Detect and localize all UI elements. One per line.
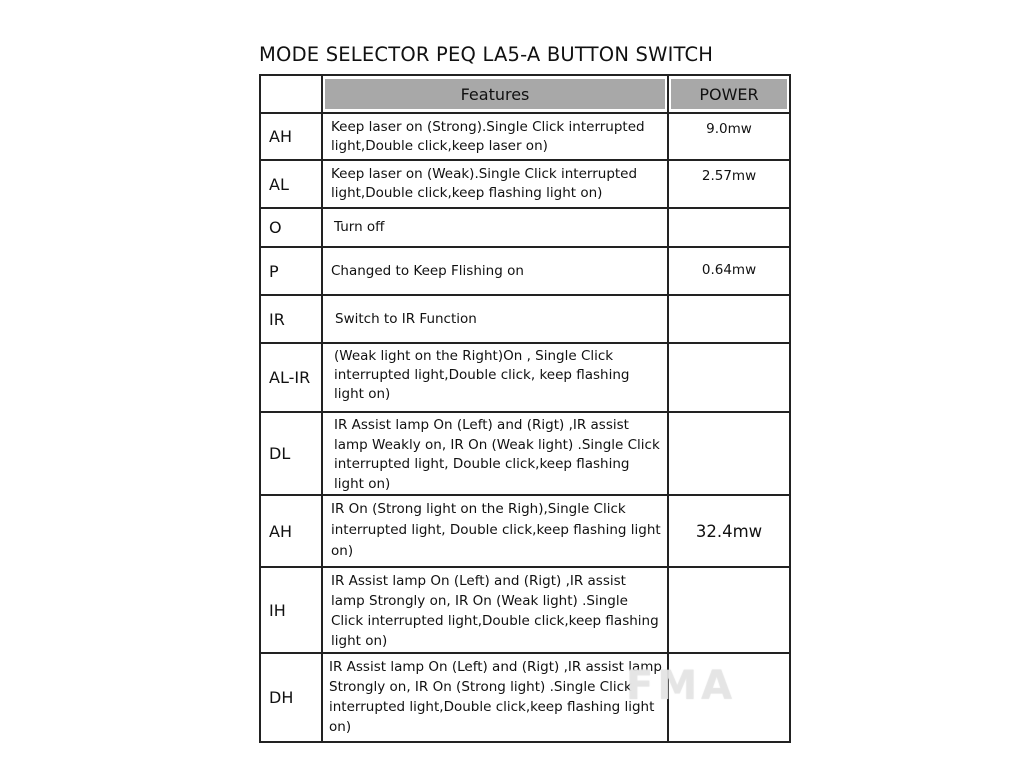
features-cell: Switch to IR Function <box>323 296 669 342</box>
table-row <box>259 568 791 654</box>
page-title: MODE SELECTOR PEQ LA5-A BUTTON SWITCH <box>259 43 714 66</box>
table-row <box>259 209 791 248</box>
table-row <box>259 344 791 413</box>
table-row <box>259 413 791 496</box>
header-mode-cell <box>261 76 323 112</box>
features-cell: (Weak light on the Right)On , Single Click interrupted light,Double click, keep flashing light on) <box>323 344 669 411</box>
features-cell: IR Assist lamp On (Left) and (Rigt) ,IR assist lamp Strongly on, IR On (Weak light) .Single Click interrupted light,Double click,keep flashing light on) <box>323 568 669 652</box>
power-cell <box>669 568 789 652</box>
mode-cell: AH <box>261 496 323 566</box>
features-cell: Changed to Keep Flishing on <box>323 248 669 294</box>
features-cell: IR Assist lamp On (Left) and (Rigt) ,IR assist lamp Weakly on, IR On (Weak light) .Single Click interrupted light, Double click,keep flashing light on) <box>323 413 669 494</box>
features-cell: Keep laser on (Weak).Single Click interrupted light,Double click,keep flashing light on) <box>323 161 669 207</box>
power-cell: 32.4mw <box>695 521 763 541</box>
power-cell: 0.64mw <box>701 262 757 278</box>
mode-cell: AH <box>261 114 323 159</box>
header-features-wrap <box>323 76 669 112</box>
table-header-row <box>259 74 791 114</box>
mode-cell: P <box>261 248 323 294</box>
features-cell: IR On (Strong light on the Righ),Single Click interrupted light, Double click,keep flashing light on) <box>323 496 669 566</box>
features-cell: IR Assist lamp On (Left) and (Rigt) ,IR assist lamp Strongly on, IR On (Strong light) .Single Click interrupted light,Double click,keep flashing light on) <box>323 654 669 741</box>
mode-cell: DL <box>261 413 323 494</box>
header-power: POWER <box>671 79 787 109</box>
table-row <box>259 248 791 296</box>
power-cell <box>669 654 789 741</box>
power-cell <box>669 209 789 246</box>
header-features: Features <box>325 79 665 109</box>
power-cell: 2.57mw <box>701 168 757 184</box>
mode-cell: IH <box>261 568 323 652</box>
power-cell <box>669 296 789 342</box>
power-cell <box>669 344 789 411</box>
table-row <box>259 161 791 209</box>
fma-watermark: FMA <box>626 663 737 709</box>
features-cell: Keep laser on (Strong).Single Click interrupted light,Double click,keep laser on) <box>323 114 669 159</box>
power-cell <box>669 413 789 494</box>
features-cell: Turn off <box>323 209 669 246</box>
table-row <box>259 496 791 568</box>
table-row <box>259 296 791 344</box>
power-cell: 9.0mw <box>706 121 752 137</box>
mode-cell: AL-IR <box>261 344 323 411</box>
mode-cell: O <box>261 209 323 246</box>
mode-cell: DH <box>261 654 323 741</box>
table-row <box>259 654 791 743</box>
mode-cell: AL <box>261 161 323 207</box>
table-row <box>259 114 791 161</box>
mode-table <box>259 74 791 743</box>
mode-cell: IR <box>261 296 323 342</box>
